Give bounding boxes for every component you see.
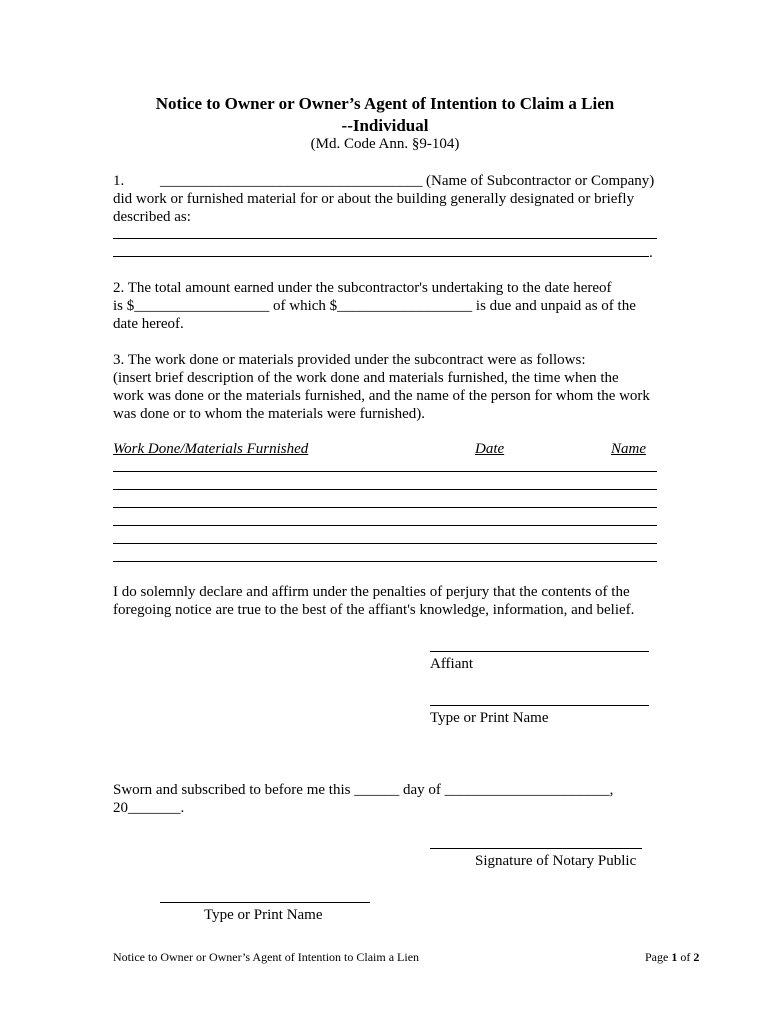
work-entry-line[interactable] <box>113 489 657 490</box>
name-header: Name <box>611 441 646 457</box>
description-line-2[interactable] <box>113 256 649 257</box>
section-3-line-2: (insert brief description of the work done and materials furnished, the time when the <box>113 370 619 386</box>
declaration-line-2: foregoing notice are true to the best of the affiant's knowledge, information, and belief. <box>113 602 635 618</box>
notary-print-name-line[interactable] <box>160 902 370 903</box>
description-period: . <box>649 245 653 261</box>
statute-citation: (Md. Code Ann. §9-104) <box>310 136 460 152</box>
work-entry-line[interactable] <box>113 507 657 508</box>
sworn-line-1[interactable]: Sworn and subscribed to before me this ______ day of ______________________, <box>113 782 614 798</box>
section-2-line-3: date hereof. <box>113 316 184 332</box>
notary-signature-line[interactable] <box>430 848 642 849</box>
sworn-line-2[interactable]: 20_______. <box>113 800 185 816</box>
work-done-header: Work Done/Materials Furnished <box>113 441 309 457</box>
section-3-line-1: 3. The work done or materials provided under the subcontract were as follows: <box>113 352 586 368</box>
page-number <box>645 950 699 965</box>
affiant-label: Affiant <box>430 656 474 672</box>
notary-print-name-label: Type or Print Name <box>204 907 323 923</box>
page-prefix: Page <box>645 950 669 964</box>
description-line-1[interactable] <box>113 238 657 239</box>
page-of: of <box>680 950 691 964</box>
document-subtitle: --Individual <box>341 116 429 135</box>
page-current: 1 <box>671 950 678 964</box>
affiant-print-name-line[interactable] <box>430 705 649 706</box>
subcontractor-name-label: (Name of Subcontractor or Company) <box>426 173 655 189</box>
section-3-line-4: was done or to whom the materials were furnished). <box>113 406 425 422</box>
work-entry-line[interactable] <box>113 471 657 472</box>
work-entry-line[interactable] <box>113 561 657 562</box>
affiant-print-name-label: Type or Print Name <box>430 710 549 726</box>
work-entry-line[interactable] <box>113 525 657 526</box>
section-2-line-1: 2. The total amount earned under the subcontractor's undertaking to the date hereof <box>113 280 612 296</box>
declaration-line-1: I do solemnly declare and affirm under the penalties of perjury that the contents of the <box>113 584 630 600</box>
notary-signature-label: Signature of Notary Public <box>475 853 637 869</box>
section-1-text: did work or furnished material for or about the building generally designated or briefly <box>113 191 635 207</box>
footer-title: Notice to Owner or Owner’s Agent of Intention to Claim a Lien <box>113 950 420 964</box>
page-total: 2 <box>693 950 700 964</box>
document-title: Notice to Owner or Owner’s Agent of Intention to Claim a Lien <box>155 94 615 113</box>
section-1-text-2: described as: <box>113 209 191 225</box>
subcontractor-name-blank[interactable]: ___________________________________ <box>160 173 423 189</box>
section-2-amounts[interactable]: is $__________________ of which $__________________ is due and unpaid as of the <box>113 298 636 314</box>
section-3-line-3: work was done or the materials furnished, and the name of the person for whom the work <box>113 388 650 404</box>
affiant-signature-line[interactable] <box>430 651 649 652</box>
work-entry-line[interactable] <box>113 543 657 544</box>
date-header: Date <box>475 441 505 457</box>
section-1-number: 1. <box>113 173 125 189</box>
